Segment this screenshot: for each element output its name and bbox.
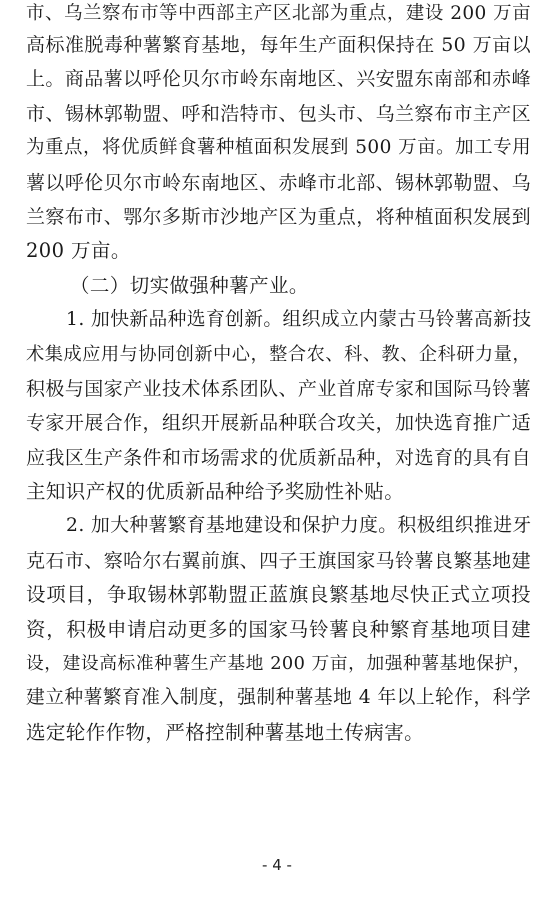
text-line: 建立种薯繁育准入制度，强制种薯基地 4 年以上轮作，科学 [26, 687, 531, 709]
text-line: 市、锡林郭勒盟、呼和浩特市、包头市、乌兰察布市主产区 [26, 102, 531, 125]
text-line: 主知识产权的优质新品种给予奖励性补贴。 [26, 480, 405, 504]
text-line: 设，建设高标准种薯生产基地 200 万亩，加强种薯基地保护， [26, 654, 531, 675]
section-heading: （二）切实做强种薯产业。 [70, 273, 309, 297]
text-line: 高标准脱毒种薯繁育基地，每年生产面积保持在 50 万亩以 [26, 34, 531, 56]
text-line: 为重点，将优质鲜食薯种植面积发展到 500 万亩。加工专用 [26, 137, 531, 159]
paragraph-start: 1. 加快新品种选育创新。组织成立内蒙古马铃薯高新技 [66, 309, 531, 331]
page-number: - 4 - [262, 856, 292, 874]
paragraph-start: 2. 加大种薯繁育基地建设和保护力度。积极组织推进牙 [66, 515, 531, 537]
text-line: 专家开展合作，组织开展新品种联合攻关，加快选育推广适 [26, 412, 531, 435]
text-line: 上。商品薯以呼伦贝尔市岭东南地区、兴安盟东南部和赤峰 [26, 68, 531, 91]
text-line: 设项目，争取锡林郭勒盟正蓝旗良繁基地尽快正式立项投 [26, 583, 531, 607]
text-line: 薯以呼伦贝尔市岭东南地区、赤峰市北部、锡林郭勒盟、乌 [26, 171, 531, 194]
text-line: 积极与国家产业技术体系团队、产业首席专家和国际马铃薯 [26, 377, 531, 400]
text-line: 应我区生产条件和市场需求的优质新品种，对选育的具有自 [26, 446, 531, 469]
text-line: 克石市、察哈尔右翼前旗、四子王旗国家马铃薯良繁基地建 [26, 549, 531, 572]
text-line: 选定轮作作物，严格控制种薯基地土传病害。 [26, 720, 425, 744]
text-line: 术集成应用与协同创新中心，整合农、科、教、企科研力量， [26, 343, 531, 365]
document-body [26, 0, 531, 750]
text-line: 200 万亩。 [26, 239, 131, 263]
text-line: 兰察布市、鄂尔多斯市沙地产区为重点，将种植面积发展到 [26, 205, 531, 228]
text-line: 资，积极申请启动更多的国家马铃薯良种繁育基地项目建 [26, 617, 531, 641]
text-line: 市、乌兰察布市等中西部主产区北部为重点，建设 200 万亩 [26, 3, 531, 24]
